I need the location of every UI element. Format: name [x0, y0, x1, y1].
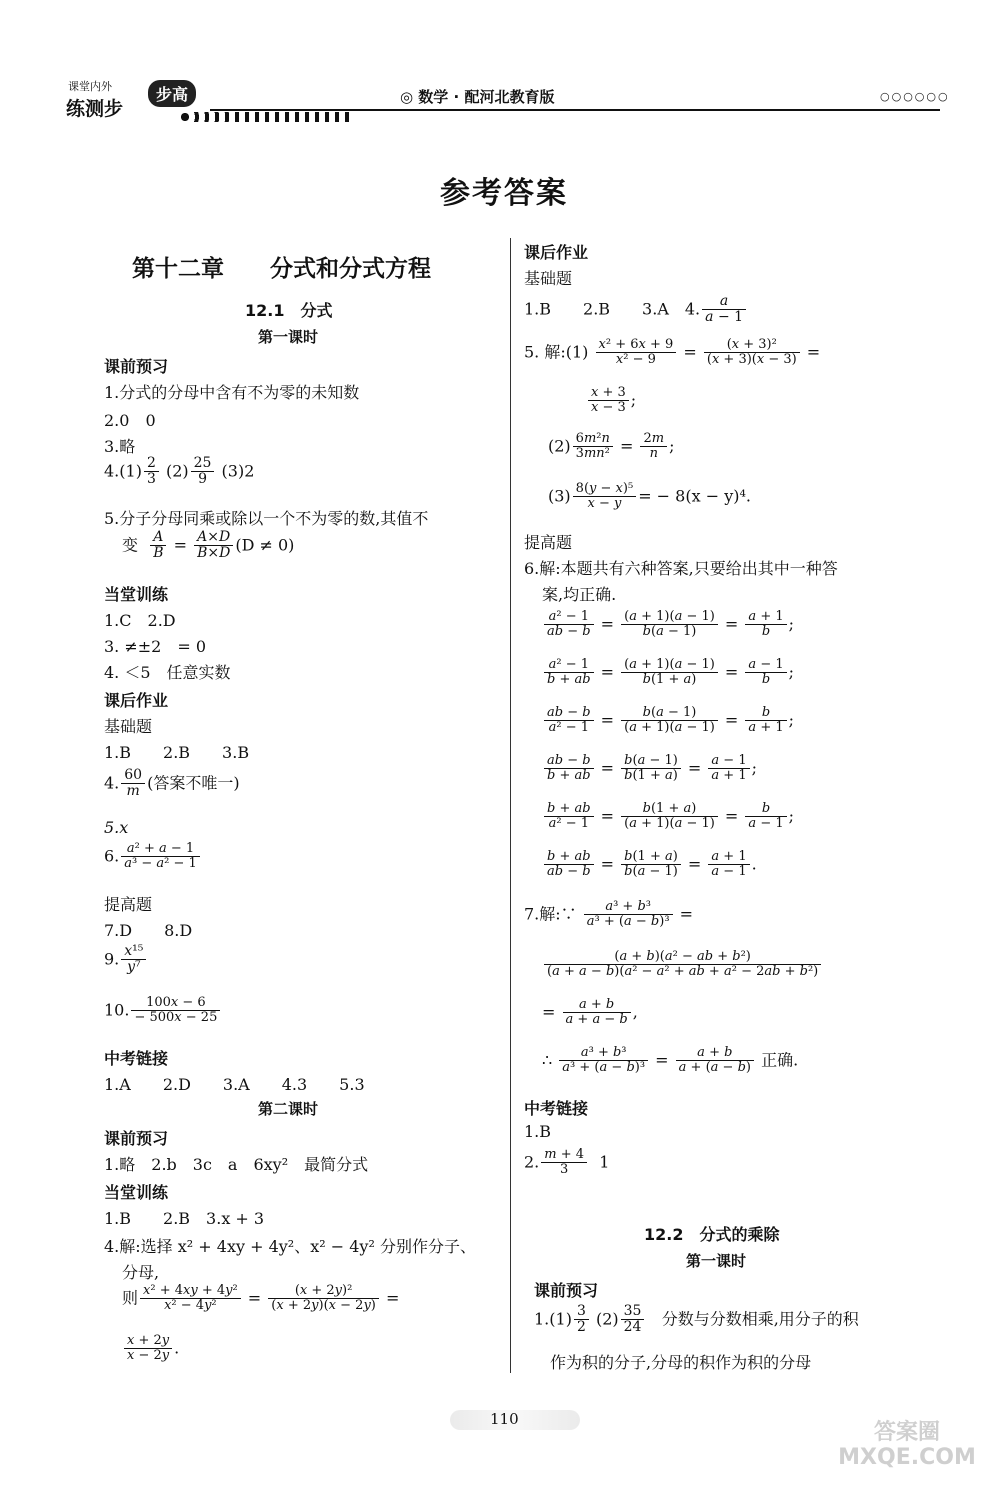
answer-line: 4.解:选择 x² + 4xy + 4y²、x² − 4y² 分别作分子、 — [104, 1237, 476, 1256]
heading-basic: 基础题 — [104, 717, 153, 736]
answer-line: 4. ＜5 任意实数 — [104, 663, 231, 682]
heading-class: 当堂训练 — [104, 585, 169, 604]
answer-line: 1.分式的分母中含有不为零的未知数 — [104, 383, 360, 402]
heading-adv: 提高题 — [524, 533, 573, 552]
answer-line: 4. $\frac{60}{m}$ (答案不唯一) — [104, 767, 240, 800]
answer-line: 变 $\frac{A}{B}$ = $\frac{A\times D}{B\times D}$ (D ≠ 0) — [122, 529, 295, 562]
answer-line: 1.(1) $\frac{3}{2}$ (2) $\frac{35}{24}$ 分数与分数相乘,用分子的积 — [534, 1303, 859, 1336]
answer-line: 1.B — [524, 1122, 552, 1141]
answer-line: (3) $\frac{\text{8(y − x)⁵}}{x - y}$ = − 8(x − y)⁴. — [548, 481, 751, 512]
answer-line: 9. $\frac{\text{x¹⁵}}{\text{y⁷}}$ — [104, 944, 148, 976]
answer-line: 5.x — [104, 818, 129, 837]
answer-line: 10. $\frac{100x - 6}{- 500x - 25}$ — [104, 996, 222, 1026]
watermark: 答案圈 MXQE.COM — [838, 1420, 976, 1471]
heading-basic: 基础题 — [524, 269, 573, 288]
answer-line: 1.A 2.D 3.A 4.3 5.3 — [104, 1075, 365, 1094]
lesson-title: 第一课时 — [258, 328, 319, 346]
heading-class: 当堂训练 — [104, 1183, 169, 1202]
answer-line: 则 $\frac{\text{x² + 4xy + 4y²}}{\text{x² − 4y²}}$ = $\frac{\text{(x + 2y)²}}{(x + 2y)(x - 2y)}$ = — [122, 1283, 400, 1314]
heading-hw: 课后作业 — [104, 691, 169, 710]
answer-line: $\frac{\text{a² − 1}}{b + ab}$ = $\frac{(a + 1)(a - 1)}{b(1 + a)}$ = $\frac{a - 1}{b}$ ; — [542, 658, 794, 688]
heading-exam: 中考链接 — [104, 1049, 169, 1068]
answer-line: 5. 解:(1) $\frac{\text{x² + 6x + 9}}{\text{x² − 9}}$ = $\frac{\text{(x + 3)²}}{(x + 3)(x - 3)}$ = — [524, 337, 821, 368]
answer-line: 1.B 2.B 3.x + 3 — [104, 1209, 265, 1228]
answer-line: 分母, — [122, 1263, 160, 1282]
answer-line: $\frac{\text{a² − 1}}{ab - b}$ = $\frac{(a + 1)(a - 1)}{b(a - 1)}$ = $\frac{a + 1}{b}$ ; — [542, 610, 794, 640]
heading-pre: 课前预习 — [104, 357, 169, 376]
brand-small: 课堂内外 — [68, 80, 112, 93]
section-title: 12.1 分式 — [245, 301, 333, 320]
chapter-title: 第十二章 分式和分式方程 — [132, 256, 431, 282]
answer-line: 3.略 — [104, 437, 136, 456]
answer-line: 6.解:本题共有六种答案,只要给出其中一种答 — [524, 559, 838, 578]
heading-hw: 课后作业 — [524, 243, 589, 262]
answer-line: 3. ≠±2 = 0 — [104, 637, 207, 656]
answer-line: 作为积的分子,分母的积作为积的分母 — [550, 1353, 812, 1372]
answer-line: $\frac{b + ab}{ab - b}$ = $\frac{b(1 + a)}{b(a - 1)}$ = $\frac{a + 1}{a - 1}$ . — [542, 850, 757, 880]
answer-line: 5.分子分母同乘或除以一个不为零的数,其值不 — [104, 509, 429, 528]
page-number: 110 — [490, 1410, 519, 1428]
answer-line: 1.略 2.b 3c a 6xy² 最简分式 — [104, 1155, 369, 1174]
lesson-title: 第二课时 — [258, 1100, 319, 1118]
answer-line: 6. $\frac{\text{a² + a − 1}}{\text{a³ − a² − 1}}$ — [104, 842, 202, 872]
page-title: 参考答案 — [440, 176, 568, 211]
answer-line: 4.(1) $\frac{2}{3}$ (2) $\frac{25}{9}$ (3)2 — [104, 455, 255, 488]
answer-line: (2) $\frac{\text{6m²n}}{\text{3mn²}}$ = $\frac{2m}{n}$ ; — [548, 431, 675, 462]
answer-line: ∴ $\frac{\text{a³ + b³}}{\text{a³ + (a − b)³}}$ = $\frac{a + b}{a + (a - b)}$ 正确. — [542, 1045, 799, 1076]
answer-line: $\frac{x + 3}{x - 3}$ ; — [586, 386, 636, 416]
answer-line: 案,均正确. — [542, 585, 617, 604]
answer-line: 2. $\frac{m + 4}{3}$ 1 — [524, 1147, 610, 1178]
header-dots: ○○○○○○ — [880, 90, 950, 103]
heading-pre: 课前预习 — [104, 1129, 169, 1148]
column-divider — [510, 238, 511, 1373]
header-subject: ◎ 数学 · 配河北教育版 — [400, 88, 555, 106]
header-line — [210, 109, 940, 111]
heading-exam: 中考链接 — [524, 1099, 589, 1118]
answer-line: 1.B 2.B 3.B — [104, 743, 250, 762]
answer-line: 7.D 8.D — [104, 921, 193, 940]
header-dots-bar — [180, 112, 350, 122]
answer-line: $\frac{ab - b}{b + ab}$ = $\frac{b(a - 1)}{b(1 + a)}$ = $\frac{a - 1}{a + 1}$ ; — [542, 754, 757, 784]
heading-pre: 课前预习 — [534, 1281, 599, 1300]
answer-line: $\frac{b + ab}{\text{a² − 1}}$ = $\frac{b(1 + a)}{(a + 1)(a - 1)}$ = $\frac{b}{a - 1}$ ; — [542, 802, 794, 832]
brand-badge: 步高 — [148, 80, 196, 107]
answer-line: 1.B 2.B 3.A 4. $\frac{a}{a - 1}$ — [524, 294, 748, 326]
lesson-title: 第一课时 — [686, 1252, 747, 1270]
section-title: 12.2 分式的乘除 — [644, 1225, 780, 1244]
answer-line: $\frac{ab - b}{\text{a² − 1}}$ = $\frac{b(a - 1)}{(a + 1)(a - 1)}$ = $\frac{b}{a + 1}$ ; — [542, 706, 794, 736]
answer-line: $\frac{\text{(a + b)(a² − ab + b²)}}{\text{(a + a − b)(a² − a² + ab + a² − 2ab + b²)}}$ — [542, 950, 823, 980]
answer-line: 1.C 2.D — [104, 611, 176, 630]
answer-line: $\frac{x + 2y}{x - 2y}$ . — [122, 1334, 179, 1364]
answer-line: = $\frac{a + b}{a + a - b}$ , — [542, 997, 638, 1028]
answer-line: 7.解:∵ $\frac{\text{a³ + b³}}{\text{a³ + (a − b)³}}$ = — [524, 899, 694, 930]
answer-line: 2.0 0 — [104, 411, 156, 430]
heading-adv: 提高题 — [104, 895, 153, 914]
brand-big: 练测步 — [66, 98, 124, 120]
